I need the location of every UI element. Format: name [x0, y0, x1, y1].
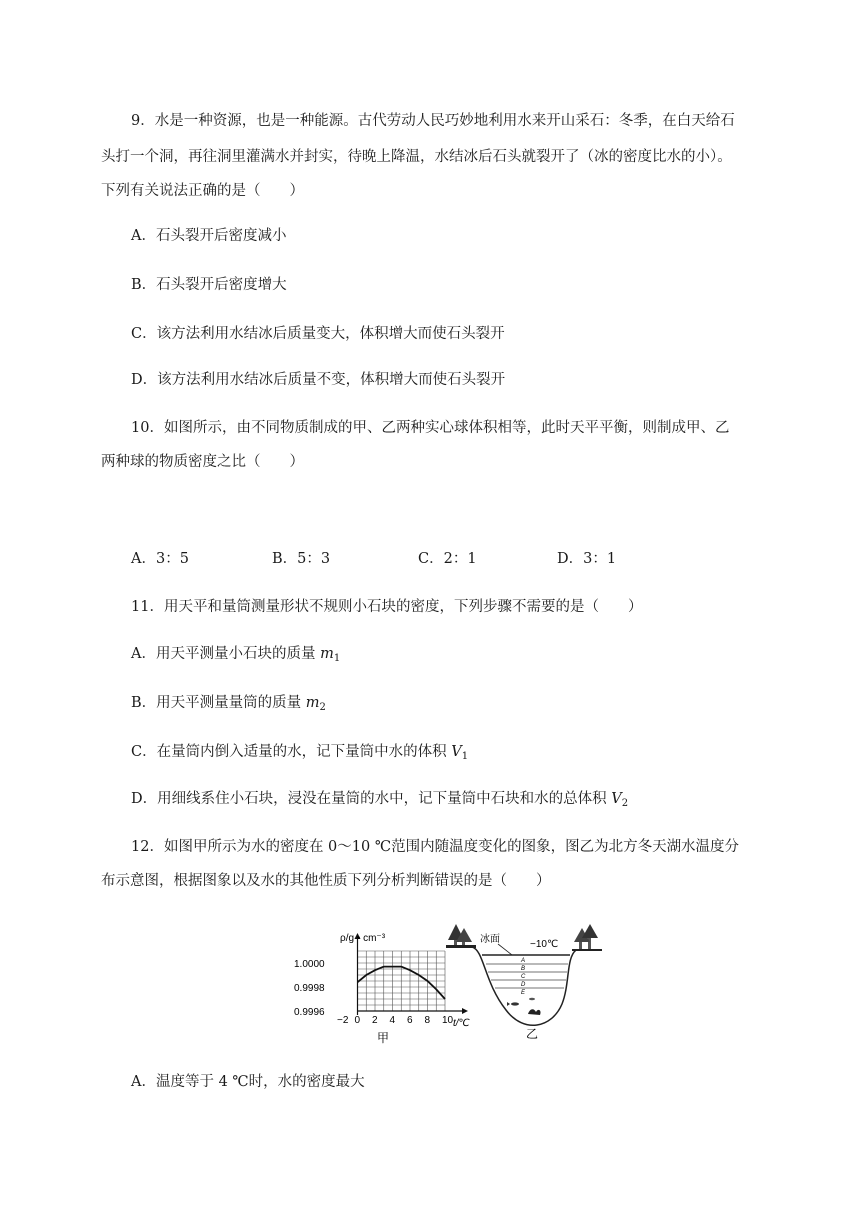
tree-left-icon — [446, 924, 476, 948]
x-tick-label: 0 — [354, 1015, 361, 1026]
lake-bottom-plant-icon — [528, 1009, 541, 1015]
layer-label-b: B — [521, 966, 526, 972]
x-tick-label: 8 — [424, 1015, 431, 1026]
q11-option-c: C．在量筒内倒入适量的水，记下量筒中水的体积 $V_1$ — [131, 744, 469, 762]
q9-option-b: B．石头裂开后密度增大 — [131, 277, 287, 293]
q9-line-1: 9．水是一种资源，也是一种能源。古代劳动人民巧妙地利用水来开山采石：冬季，在白天给石 — [131, 113, 735, 129]
x-tick-label: 10 — [442, 1015, 454, 1026]
q12-line-2: 布示意图，根据图象以及水的其他性质下列分析判断错误的是（ ） — [101, 873, 551, 889]
chart-y-label: ρ/g • cm⁻³ — [340, 933, 386, 944]
lake-diagram-figure — [444, 922, 604, 1042]
q9-line-3: 下列有关说法正确的是（ ） — [101, 183, 304, 199]
layer-label-e: E — [521, 990, 526, 996]
q12-line-1: 12．如图甲所示为水的密度在 0～10 ℃范围内随温度变化的图象，图乙为北方冬天湖水温度分 — [131, 839, 740, 855]
q9-option-c: C．该方法利用水结冰后质量变大，体积增大而使石头裂开 — [131, 326, 505, 342]
q9-line-2: 头打一个洞，再往洞里灌满水并封实，待晚上降温，水结冰后石头就裂开了（冰的密度比水的小）。 — [101, 149, 732, 165]
q10-line-2: 两种球的物质密度之比（ ） — [101, 454, 304, 470]
tree-right-icon — [572, 924, 602, 951]
temperature-label: −10℃ — [530, 939, 559, 950]
jia-caption: 甲 — [377, 1031, 390, 1045]
y-tick-label: 0.9998 — [294, 983, 325, 994]
q10-option-a: A．3：5 — [131, 551, 189, 567]
yi-caption: 乙 — [526, 1027, 539, 1041]
y-tick-label: 0.9996 — [294, 1007, 325, 1018]
q11-option-a: A．用天平测量小石块的质量 $m_1$ — [131, 646, 341, 664]
lake-diagram — [444, 922, 604, 1042]
fish-icon — [507, 998, 535, 1006]
ice-surface-label: 冰面 — [480, 934, 500, 945]
q10-option-d: D．3：1 — [557, 551, 617, 567]
x-tick-label: 4 — [389, 1015, 396, 1026]
layer-label-d: D — [521, 982, 526, 988]
q10-option-b: B．5：3 — [272, 551, 331, 567]
chart-grid — [358, 951, 446, 1011]
x-tick-label: 2 — [372, 1015, 378, 1026]
q10-line-1: 10．如图所示，由不同物质制成的甲、乙两种实心球体积相等，此时天平平衡，则制成甲、乙 — [131, 420, 730, 436]
x-tick-label: 6 — [407, 1015, 413, 1026]
q11-line-1: 11．用天平和量筒测量形状不规则小石块的密度，下列步骤不需要的是（ ） — [131, 599, 643, 615]
q11-option-b: B．用天平测量量筒的质量 $m_2$ — [131, 695, 326, 713]
q9-option-d: D．该方法利用水结冰后质量不变，体积增大而使石头裂开 — [131, 372, 506, 388]
x-tick-label: −2 — [337, 1015, 349, 1026]
layer-label-a: A — [521, 958, 526, 964]
y-tick-label: 1.0000 — [294, 959, 325, 970]
q11-option-d: D．用细线系住小石块，浸没在量筒的水中，记下量筒中石块和水的总体积 $V_2$ — [131, 791, 629, 809]
q10-option-c: C．2：1 — [418, 551, 477, 567]
chart-x-label: t/℃ — [453, 1018, 470, 1029]
layer-label-c: C — [521, 974, 526, 980]
q12-option-a: A．温度等于 4 ℃时，水的密度最大 — [131, 1074, 365, 1090]
q9-option-a: A．石头裂开后密度减小 — [131, 228, 287, 244]
